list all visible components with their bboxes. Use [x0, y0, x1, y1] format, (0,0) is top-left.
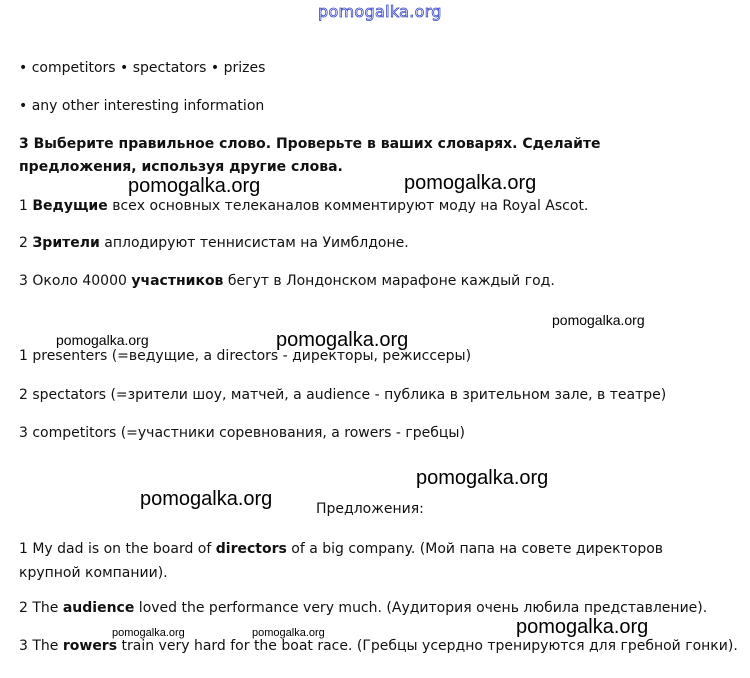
sentence-keyword: участников: [131, 273, 224, 289]
example-keyword: audience: [62, 600, 135, 616]
watermark: pomogalka.org: [140, 488, 273, 510]
watermark: pomogalka.org: [128, 175, 261, 197]
sentence-2: [19, 232, 409, 255]
watermark-top: pomogalka.org: [318, 2, 442, 21]
example-3: [19, 635, 738, 658]
sentence-keyword: Зрители: [32, 235, 100, 251]
sentences-label: Предложения:: [316, 501, 424, 517]
example-1: [19, 537, 719, 585]
sentence-number: 1: [19, 198, 33, 214]
sentence-3: [19, 270, 555, 293]
sentence-keyword: Ведущие: [32, 198, 108, 214]
sentence-text: всех основных телеканалов комментируют моду на Royal Ascot.: [107, 198, 589, 214]
watermark: pomogalka.org: [56, 332, 149, 348]
answer-3: 3 competitors (=участники соревнования, a rowers - гребцы): [19, 425, 465, 441]
example-keyword: directors: [215, 541, 287, 557]
example-number: 1 My dad is on the board of: [19, 541, 216, 557]
bullet-line-2: • any other interesting information: [19, 98, 265, 114]
sentence-text: аплодируют теннисистам на Уимблдоне.: [99, 235, 409, 251]
watermark: pomogalka.org: [416, 467, 549, 489]
watermark: pomogalka.org: [404, 172, 537, 194]
watermark: pomogalka.org: [516, 616, 649, 638]
task-heading: 3 Выберите правильное слово. Проверьте в ваших словарях. Сделайте предложения, используя другие слова.: [19, 136, 601, 175]
example-text: train very hard for the boat race. (Гребцы усердно тренируются для гребной гонки).: [117, 638, 738, 654]
bullet-line-1: • competitors • spectators • prizes: [19, 60, 266, 76]
example-text: loved the performance very much. (Аудитория очень любила представление).: [134, 600, 708, 616]
example-number: 2 The: [19, 600, 63, 616]
watermark: pomogalka.org: [276, 329, 409, 351]
answer-1: 1 presenters (=ведущие, a directors - директоры, режиссеры): [19, 348, 472, 364]
watermark: pomogalka.org: [112, 627, 185, 639]
sentence-number: 2: [19, 235, 33, 251]
example-keyword: rowers: [62, 638, 118, 654]
sentence-text: бегут в Лондонском марафоне каждый год.: [223, 273, 555, 289]
watermark: pomogalka.org: [552, 312, 645, 328]
sentence-number: 3 Около 40000: [19, 273, 132, 289]
sentence-1: [19, 195, 588, 218]
example-text: of a big company. (Мой папа на совете директоров крупной компании).: [19, 541, 664, 581]
answer-2: 2 spectators (=зрители шоу, матчей, a audience - публика в зрительном зале, в театре): [19, 387, 667, 403]
example-number: 3 The: [19, 638, 63, 654]
watermark: pomogalka.org: [252, 627, 325, 639]
